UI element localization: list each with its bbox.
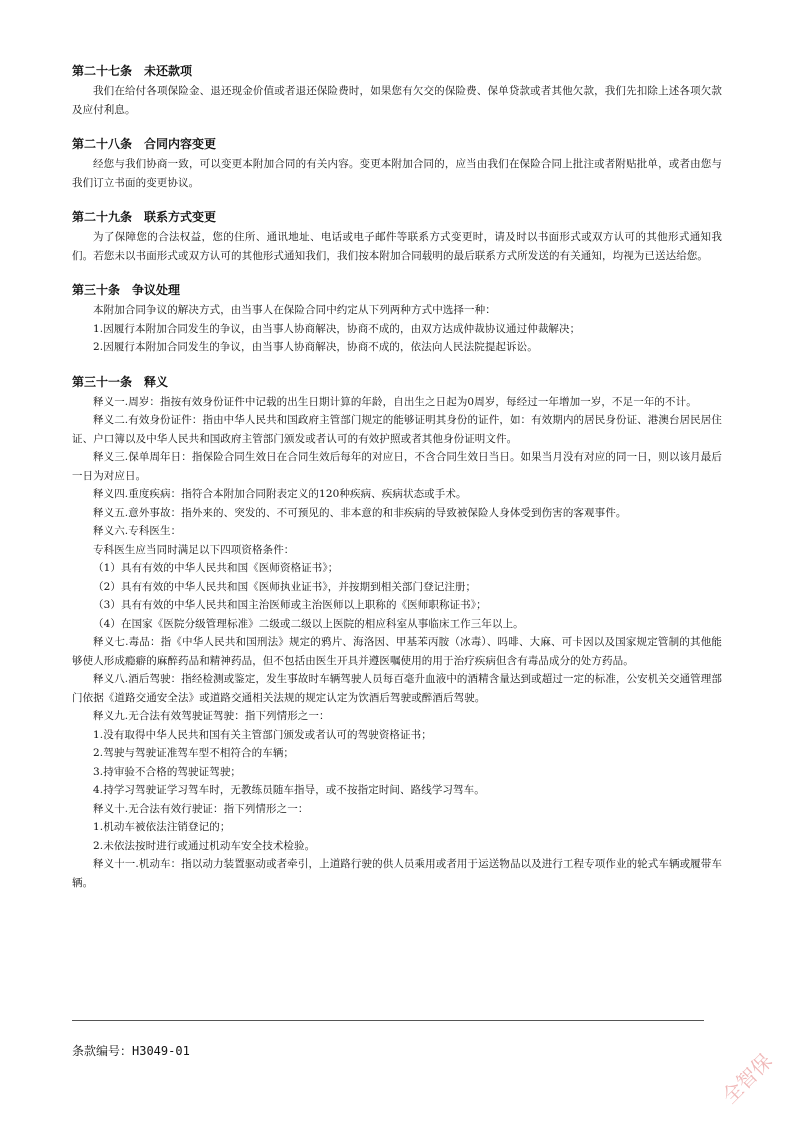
section-title: 第三十条 争议处理 xyxy=(72,283,181,297)
definition-paragraph: 释义十.无合法有效行驶证：指下列情形之一： xyxy=(93,802,309,815)
section-31 xyxy=(72,371,722,893)
watermark-text: 全智保 xyxy=(717,1048,777,1109)
section-paragraph: 经您与我们协商一致，可以变更本附加合同的有关内容。变更本附加合同的，应当由我们在保险合同上批注或者附贴批单，或者由您与我们订立书面的变更协议。 xyxy=(72,158,722,189)
definition-list-item: 4.持学习驾驶证学习驾车时，无教练员随车指导，或不按指定时间、路线学习驾车。 xyxy=(93,784,485,796)
section-29 xyxy=(72,206,722,265)
section-paragraph: 2.因履行本附加合同发生的争议，由当事人协商解决，协商不成的，依法向人民法院提起诉讼。 xyxy=(93,341,538,353)
section-title: 第三十一条 释义 xyxy=(72,374,169,389)
section-paragraph: 1.因履行本附加合同发生的争议，由当事人协商解决，协商不成的，由双方达成仲裁协议通过仲裁解决； xyxy=(93,322,581,335)
section-paragraph: 本附加合同争议的解决方式，由当事人在保险合同中约定从下列两种方式中选择一种： xyxy=(93,304,496,316)
section-28 xyxy=(72,133,722,192)
section-paragraph: 为了保障您的合法权益，您的住所、通讯地址、电话或电子邮件等联系方式变更时，请及时以书面形式或双方认可的其他形式通知我们。若您未以书面形式或双方认可的其他形式通知我们，我们按本附加合同载明的最后联系方式所发送的有关通知，均视为已送达给您。 xyxy=(72,231,722,262)
definition-paragraph: 专科医生应当同时满足以下四项资格条件： xyxy=(93,543,295,556)
definition-list-item: 3.持审验不合格的驾驶证驾驶； xyxy=(93,765,242,778)
definition-list-item: （1）具有有效的中华人民共和国《医师资格证书》； xyxy=(93,562,339,574)
definition-paragraph: 释义一.周岁：指按有效身份证件中记载的出生日期计算的年龄，自出生之日起为0周岁，每经过一年增加一岁，不足一年的不计。 xyxy=(93,395,697,408)
definition-list-item: （4）在国家《医院分级管理标准》二级或二级以上医院的相应科室从事临床工作三年以上。 xyxy=(93,617,524,630)
section-title: 第二十七条 未还款项 xyxy=(72,64,193,78)
definition-paragraph: 释义五.意外事故：指外来的、突发的、不可预见的、非本意的和非疾病的导致被保险人身体受到伤害的客观事件。 xyxy=(93,506,627,519)
clause-code: 条款编号：H3049-01 xyxy=(72,1044,190,1058)
section-30 xyxy=(72,279,722,357)
definition-paragraph: 释义二.有效身份证件：指由中华人民共和国政府主管部门规定的能够证明其身份的证件，如：有效期内的居民身份证、港澳台居民居住证、户口簿以及中华人民共和国政府主管部门颁发或者认可的有效护照或者其他身份证明文件。 xyxy=(72,414,722,445)
definition-paragraph: 释义八.酒后驾驶：指经检测或鉴定，发生事故时车辆驾驶人员每百毫升血液中的酒精含量达到或超过一定的标准，公安机关交通管理部门依据《道路交通安全法》或道路交通相关法规的规定认定为饮酒后驾驶或醉酒后驾驶。 xyxy=(72,673,722,704)
definition-paragraph: 释义六.专科医生： xyxy=(93,525,182,537)
definition-list-item: （2）具有有效的中华人民共和国《医师执业证书》，并按期到相关部门登记注册； xyxy=(93,580,477,593)
definition-paragraph: 释义三.保单周年日：指保险合同生效日在合同生效后每年的对应日，不含合同生效日当日。如果当月没有对应的同一日，则以该月最后一日为对应日。 xyxy=(72,451,722,482)
definition-list-item: （3）具有有效的中华人民共和国主治医师或主治医师以上职称的《医师职称证书》； xyxy=(93,599,487,611)
definition-paragraph: 释义七.毒品：指《中华人民共和国刑法》规定的鸦片、海洛因、甲基苯丙胺（冰毒）、吗啡、大麻、可卡因以及国家规定管制的其他能够使人形成瘾癖的麻醉药品和精神药品，但不包括由医生开具并遵医嘱使用的用于治疗疾病但含有毒品成分的处方药品。 xyxy=(72,636,722,667)
document-body xyxy=(72,60,722,906)
definition-paragraph: 释义九.无合法有效驾驶证驾驶：指下列情形之一： xyxy=(93,710,330,722)
definition-list-item: 2.驾驶与驾驶证准驾车型不相符合的车辆； xyxy=(93,747,295,759)
watermark-logo xyxy=(716,1041,788,1113)
section-title: 第二十八条 合同内容变更 xyxy=(72,137,217,151)
definition-list-item: 1.没有取得中华人民共和国有关主管部门颁发或者认可的驾驶资格证书； xyxy=(93,728,432,741)
section-27 xyxy=(72,60,722,119)
definition-list-item: 1.机动车被依法注销登记的； xyxy=(93,821,231,833)
definition-list-item: 2.未依法按时进行或通过机动车安全技术检验。 xyxy=(93,839,316,852)
definition-paragraph: 释义四.重度疾病：指符合本附加合同附表定义的120种疾病、疾病状态或手术。 xyxy=(93,488,467,500)
section-title: 第二十九条 联系方式变更 xyxy=(72,210,217,224)
section-paragraph: 我们在给付各项保险金、退还现金价值或者退还保险费时，如果您有欠交的保险费、保单贷款或者其他欠款，我们先扣除上述各项欠款及应付利息。 xyxy=(72,85,722,116)
footer-divider xyxy=(72,1020,704,1021)
definition-paragraph: 释义十一.机动车：指以动力装置驱动或者牵引，上道路行驶的供人员乘用或者用于运送物品以及进行工程专项作业的轮式车辆或履带车辆。 xyxy=(72,858,722,889)
